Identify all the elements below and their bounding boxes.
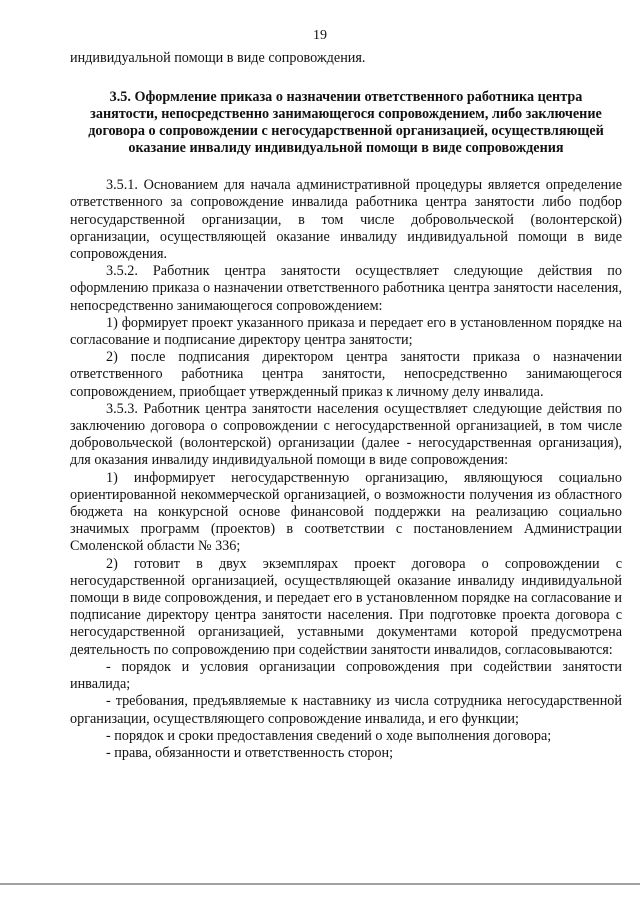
list-item-3-5-2-1: 1) формирует проект указанного приказа и передает его в установленном порядке на согласование и подписание директору центра занятости; [70,314,622,349]
dash-item-rights-obligations: - права, обязанности и ответственность сторон; [106,744,394,761]
paragraph-3-5-1: 3.5.1. Основанием для начала административной процедуры является определение ответственного за сопровождение инвалида работника центра занятости либо подбор негосударственной организации, в том числе добровольческой (волонтерской) организации, осуществляющей оказание инвалиду индивидуальной помощи в виде сопровождения. [70,177,622,263]
list-item-3-5-3-1: 1) информирует негосударственную организацию, являющуюся социально ориентированной некоммерческой организацией, о возможности получения из областного бюджета на конкурсной основе финансовой поддержки на реализацию социально значимых программ (проектов) в соответствии с постановлением Администрации Смоленской области № 336; [70,469,622,555]
page-number: 19 [313,28,327,43]
section-heading: 3.5. Оформление приказа о назначении ответственного работника центра занятости, непосредственно занимающегося сопровождением, либо заключение договора о сопровождении с негосударственной организацией, осуществляющей оказание инвалиду индивидуальной помощи в виде сопровождения [88,89,604,157]
document-body [70,50,622,762]
continuation-line: индивидуальной помощи в виде сопровождения. [70,50,366,66]
list-item-3-5-2-2: 2) после подписания директором центра занятости приказа о назначении ответственного работника центра занятости, непосредственно занимающегося сопровождением, приобщает утвержденный приказ к личному делу инвалида. [70,349,622,400]
dash-item-mentor-requirements: - требования, предъявляемые к наставнику из числа сотрудника негосударственной организации, осуществляющего сопровождение инвалида, и его функции; [70,693,622,727]
dash-item-order-conditions: - порядок и условия организации сопровождения при содействии занятости инвалида; [70,658,622,693]
list-item-3-5-3-2: 2) готовит в двух экземплярах проект договора о сопровождении с негосударственной организацией, осуществляющей оказание инвалиду индивидуальной помощи в виде сопровождения, и передает его в установленном порядке на согласование и подписание директору центра занятости населения. При подготовке проекта договора с негосударственной организацией, уставными документами которой предусмотрена деятельность по сопровождению при содействии занятости инвалидов, согласовываются: [70,555,622,658]
paragraph-3-5-2: 3.5.2. Работник центра занятости осуществляет следующие действия по оформлению приказа о назначении ответственного работника центра занятости населения, непосредственно занимающегося сопровождением: [70,263,622,314]
dash-item-reporting-terms: - порядок и сроки предоставления сведений о ходе выполнения договора; [106,727,552,744]
paragraph-3-5-3: 3.5.3. Работник центра занятости населения осуществляет следующие действия по заключению договора о сопровождении с негосударственной организацией, в том числе добровольческой (волонтерской) организации (далее - негосударственная организация), для оказания инвалиду индивидуальной помощи в виде сопровождения: [70,400,622,469]
scan-bottom-edge [0,883,640,885]
